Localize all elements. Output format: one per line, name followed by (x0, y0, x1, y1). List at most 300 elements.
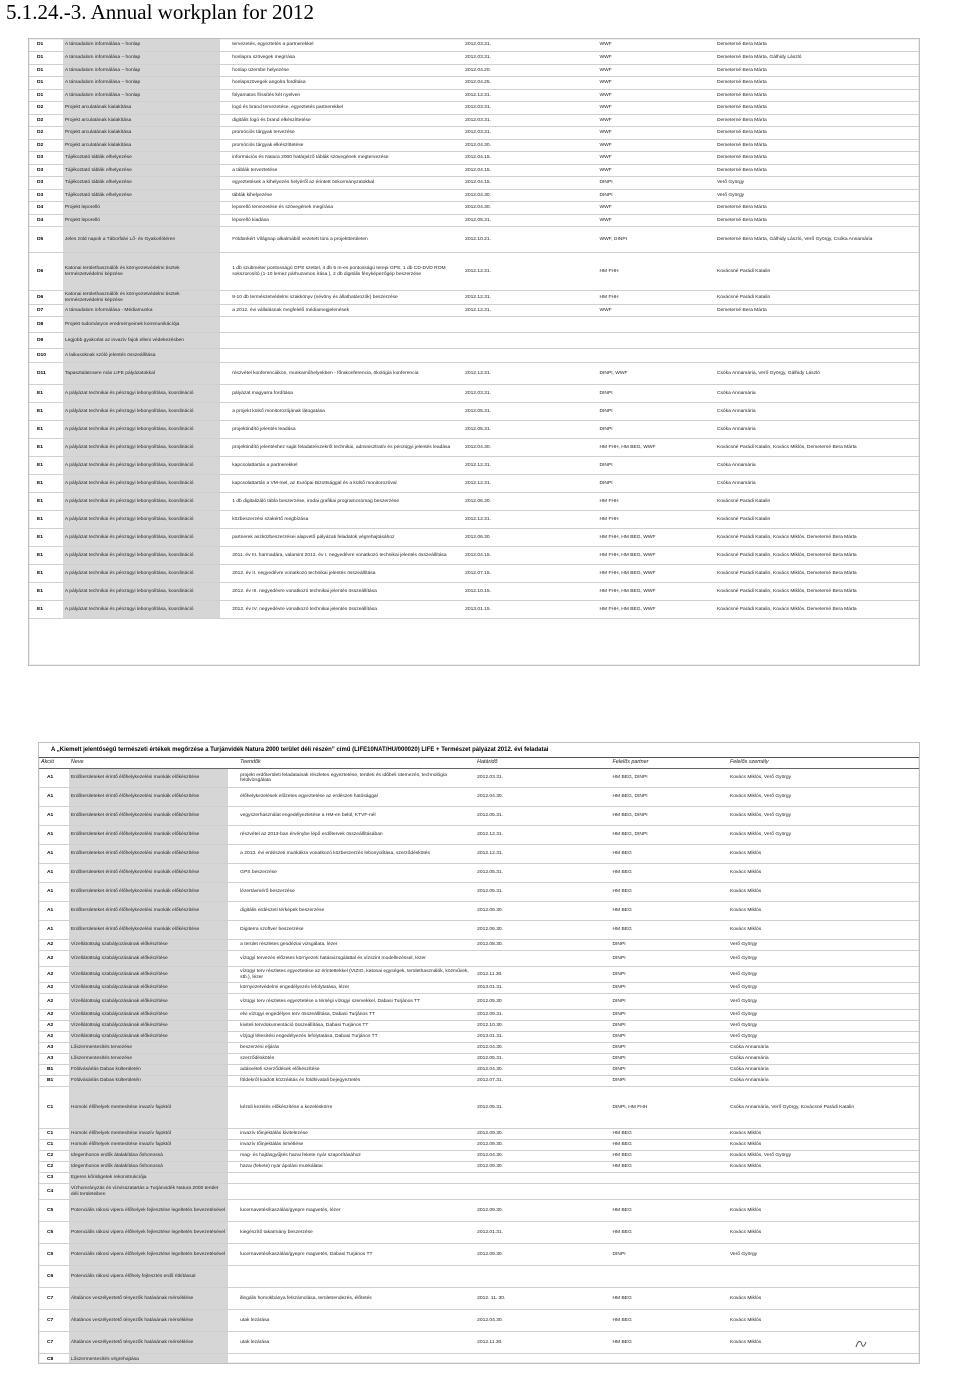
cell-task: illegális homokbánya felszámolása, területrendezés, élőtetés (238, 1288, 475, 1310)
cell-deadline: 2012.11.30. (475, 1332, 610, 1354)
cell-task: lucernavetés/kaszálás/gyepre magvetés, Dabasi Turjános TT (238, 1244, 475, 1266)
cell-person: Demeterné Bera Márta (715, 139, 919, 152)
cell-gap (220, 214, 230, 227)
cell-gap (220, 89, 230, 102)
cell-partner: DINPI (598, 189, 715, 202)
cell-code: D11 (29, 363, 63, 385)
cell-code: C1 (39, 1140, 69, 1151)
cell-gap (220, 164, 230, 177)
table-row (39, 967, 919, 983)
cell-partner (611, 1266, 728, 1288)
cell-partner: DINPI (611, 1065, 728, 1076)
table-row (39, 769, 919, 788)
cell-person: Csóka Annamária (728, 1076, 919, 1087)
table-row (29, 89, 919, 102)
cell-gap (228, 1021, 238, 1032)
cell-deadline: 2012.12.31. (463, 89, 597, 102)
cell-partner: HM BEG (611, 864, 728, 883)
cell-person: Demeterné Bera Márta (715, 39, 919, 52)
cell-code: A1 (39, 902, 69, 921)
cell-code: D4 (29, 214, 63, 227)
cell-gap (220, 152, 230, 165)
cell-action: A pályázat technikai és pénzügyi lebonyolítása, koordináció (63, 421, 220, 439)
table-row (29, 114, 919, 127)
cell-action: Potenciális rákosi vipera élőhelyek fejlesztése legeltetés bevezetésével (69, 1200, 228, 1222)
cell-task: a projekt külső monitorozójának látogatása (230, 403, 463, 421)
cell-task: Földünkért Világnap alkalmából vezetett túra a projektterületen (230, 227, 463, 253)
cell-deadline: 2012.04.30. (463, 202, 597, 215)
cell-person: Verő György (728, 1010, 919, 1021)
cell-code: C1 (39, 1129, 69, 1140)
cell-person: Demeterné Bera Márta (715, 202, 919, 215)
cell-action: Vízhomrányzás és vízvisszatartás a Turjánvidék Natura 2000 terület déli területeiben (69, 1184, 228, 1200)
table-row (39, 1151, 919, 1162)
cell-person: Demeterné Bera Márta (715, 127, 919, 140)
cell-task: kézüli kezelés előkészítése a kezeléskörre (238, 1087, 475, 1129)
cell-partner: HM FHH, HM BEG, WWF (598, 547, 715, 565)
cell-action: Potenciális rákosi vipera élőhelyek fejlesztése legeltetés bevezetésével (69, 1244, 228, 1266)
cell-person: Verő György (728, 994, 919, 1010)
cell-code: A2 (39, 1032, 69, 1043)
table-row (29, 189, 919, 202)
cell-deadline: 2012.10.21. (463, 227, 597, 253)
cell-gap (228, 1162, 238, 1173)
cell-person: Demeterné Bera Márta (715, 114, 919, 127)
cell-gap (220, 139, 230, 152)
cell-partner: WWF (598, 164, 715, 177)
cell-code: C5 (39, 1200, 69, 1222)
cell-action: Vízellátottság szabályozásának előkészítése (69, 1032, 228, 1043)
cell-person: Verő György (715, 177, 919, 190)
cell-action: Projekt tudományos eredményeinek kommunikációja (63, 317, 220, 333)
cell-action: Projekt arculatának kialakítása (63, 102, 220, 115)
cell-action: A pályázat technikai és pénzügyi lebonyolítása, koordináció (63, 565, 220, 583)
cell-deadline: 2012.05.31. (475, 1054, 610, 1065)
cell-code: D6 (29, 253, 63, 291)
table-row (29, 363, 919, 385)
table-row (39, 845, 919, 864)
cell-deadline: 2012.04.30. (475, 1065, 610, 1076)
table-row (29, 139, 919, 152)
cell-task: leporelló tervezetése és szövegének megírása (230, 202, 463, 215)
cell-deadline: 2012.03.31. (463, 102, 597, 115)
cell-partner: HM BEG (611, 845, 728, 864)
cell-gap (220, 601, 230, 619)
table-row (39, 1021, 919, 1032)
cell-action: Földvásárlás Dabas külterületén (69, 1065, 228, 1076)
table-row (39, 1087, 919, 1129)
cell-action: A pályázat technikai és pénzügyi lebonyolítása, koordináció (63, 493, 220, 511)
cell-deadline: 2012.12.31. (463, 305, 597, 317)
cell-partner: WWF (598, 139, 715, 152)
table-row (39, 1200, 919, 1222)
cell-partner (611, 1354, 728, 1365)
cell-person (715, 333, 919, 349)
cell-code: E1 (29, 385, 63, 403)
cell-action: A pályázat technikai és pénzügyi lebonyolítása, koordináció (63, 583, 220, 601)
cell-partner (598, 317, 715, 333)
cell-deadline: 2012.12.31. (463, 475, 597, 493)
cell-action: Erdőterületeket érintő élőhelykezelési munkák előkészítése (69, 883, 228, 902)
cell-deadline: 2012.12.31. (463, 457, 597, 475)
cell-partner: HM BEG (611, 883, 728, 902)
cell-code: D1 (29, 64, 63, 77)
cell-partner: DINPI (611, 983, 728, 994)
cell-partner: DINPI (611, 967, 728, 983)
table-row (29, 439, 919, 457)
table-row (39, 883, 919, 902)
cell-action: Egeres kőrisligetek rekonstrukciója (69, 1173, 228, 1184)
cell-action: Projekt arculatának kialakítása (63, 127, 220, 140)
cell-person: Verő György (728, 951, 919, 967)
table-row (29, 493, 919, 511)
cell-person: Demeterné Bera Márta (715, 152, 919, 165)
cell-action: A pályázat technikai és pénzügyi lebonyolítása, koordináció (63, 403, 220, 421)
cell-deadline: 2012.09.30. (475, 1129, 610, 1140)
table-row (39, 1054, 919, 1065)
cell-code: E1 (29, 601, 63, 619)
cell-partner: WWF (598, 39, 715, 52)
cell-deadline: 2012.12.31. (463, 291, 597, 305)
cell-task: GPS beszerzése (238, 864, 475, 883)
col-head-code: Akció (39, 758, 69, 769)
cell-code: C7 (39, 1332, 69, 1354)
table-row (39, 1244, 919, 1266)
table-row (39, 1332, 919, 1354)
table-row (39, 951, 919, 967)
cell-deadline: 2012.09.30. (475, 1140, 610, 1151)
cell-deadline: 2012.04.15. (463, 152, 597, 165)
cell-person: Csóka Annamária (715, 385, 919, 403)
cell-deadline: 2012.07.15. (463, 565, 597, 583)
cell-task: utak lezárása (238, 1332, 475, 1354)
cell-gap (220, 349, 230, 363)
cell-task: digitális logó és brand elkészíttetése (230, 114, 463, 127)
cell-task: vízjogi létesítési engedélyezés lefolytatása, Dabasi Turjános TT (238, 1032, 475, 1043)
cell-code: D1 (29, 39, 63, 52)
cell-action: Tapasztalatcsere más LIFE pályázatokkal (63, 363, 220, 385)
table-row (29, 64, 919, 77)
cell-code: A1 (39, 864, 69, 883)
cell-person: Demeterné Bera Márta (715, 214, 919, 227)
table-row (29, 457, 919, 475)
cell-action: Potenciális rákosi vipera élőhelyek fejlesztése legeltetés bevezetésével (69, 1222, 228, 1244)
table-row (39, 940, 919, 951)
cell-person: Csóka Annamária (715, 457, 919, 475)
table-row (29, 601, 919, 619)
cell-gap (220, 493, 230, 511)
table-row (29, 333, 919, 349)
cell-partner: DINPI, HM FHH (611, 1087, 728, 1129)
cell-gap (220, 77, 230, 90)
cell-partner: WWF (598, 202, 715, 215)
cell-deadline: 2012.12.31. (463, 511, 597, 529)
cell-code: C6 (39, 1266, 69, 1288)
cell-deadline: 2012.09.30. (475, 1162, 610, 1173)
cell-code: C3 (39, 1173, 69, 1184)
cell-person: Verő György (715, 189, 919, 202)
cell-task: 2011. év III. harmadára, valamint 2012. év I. negyedévre vonatkozó technikai jelentés összeállítása (230, 547, 463, 565)
cell-action: Katonai területhasználók és környezetvédelmi tisztek természetvédelmi képzése (63, 291, 220, 305)
cell-action: Homoki élőhelyek mentesítése invazív fajoktól (69, 1129, 228, 1140)
cell-deadline: 2012.03.31. (463, 127, 597, 140)
cell-code: A3 (39, 1054, 69, 1065)
cell-partner: DINPI (611, 1076, 728, 1087)
table-row (29, 565, 919, 583)
cell-person: Kovács Miklós (728, 921, 919, 940)
cell-person: Kovács Miklós (728, 1332, 919, 1354)
cell-gap (220, 189, 230, 202)
cell-deadline: 2012.05.30 (475, 994, 610, 1010)
cell-task: kiviteli tervdokumentáció összeállítása, Dabasi Turjános TT (238, 1021, 475, 1032)
table-row (39, 1310, 919, 1332)
cell-code: B1 (39, 1065, 69, 1076)
cell-code: D2 (29, 102, 63, 115)
table-row (29, 227, 919, 253)
cell-person: Kovácsné Parádi Katalin, Kovács Miklós, Demeterné Bera Márta (715, 583, 919, 601)
workplan-table-2 (39, 758, 919, 1364)
table-row (29, 77, 919, 90)
cell-person: Demeterné Bera Márta (715, 102, 919, 115)
cell-task: honlapra szövegek megírása (230, 52, 463, 65)
workplan-table-1 (29, 39, 919, 619)
cell-deadline: 2012.12.31. (463, 363, 597, 385)
cell-gap (228, 1032, 238, 1043)
cell-deadline (475, 1184, 610, 1200)
cell-task: kapcsolattartás a VM-mel, az Európai Bizottsággal és a külső monitorozóval (230, 475, 463, 493)
cell-deadline: 2012.04.25. (463, 77, 597, 90)
cell-deadline: 2012.12.31. (475, 845, 610, 864)
cell-task: logó és brand tervezetése, egyeztetés partnerekkel (230, 102, 463, 115)
table-row (29, 253, 919, 291)
cell-action: Tájékoztató táblák elhelyezése (63, 189, 220, 202)
cell-partner: HM BEG (611, 1310, 728, 1332)
cell-gap (228, 1054, 238, 1065)
cell-code: C1 (39, 1087, 69, 1129)
cell-person: Kovácsné Parádi Katalin (715, 291, 919, 305)
cell-deadline: 2012.04.30. (475, 1043, 610, 1054)
cell-action: A pályázat technikai és pénzügyi lebonyolítása, koordináció (63, 511, 220, 529)
cell-gap (220, 52, 230, 65)
cell-action: Vízellátottság szabályozásának előkészítése (69, 1010, 228, 1021)
col-head-partner: Felelős partner (611, 758, 728, 769)
cell-partner: DINPI (611, 1021, 728, 1032)
cell-task: invazív tőinjektálás ismétlése (238, 1140, 475, 1151)
cell-deadline: 2012.04.30. (475, 1310, 610, 1332)
cell-partner (611, 1184, 728, 1200)
cell-task: részvétel az 2013-ban érvénybe lépő erdőtervek összeállításában (238, 826, 475, 845)
cell-action: A pályázat technikai és pénzügyi lebonyolítása, koordináció (63, 547, 220, 565)
cell-task (238, 1173, 475, 1184)
cell-gap (228, 1087, 238, 1129)
cell-partner: HM FHH, HM BEG, WWF (598, 565, 715, 583)
cell-deadline: 2013.01.15. (463, 601, 597, 619)
cell-code: E1 (29, 583, 63, 601)
cell-code: E1 (29, 529, 63, 547)
cell-gap (228, 1043, 238, 1054)
cell-gap (228, 807, 238, 826)
cell-partner: DINPI (611, 1010, 728, 1021)
cell-action: Vízellátottság szabályozásának előkészítése (69, 983, 228, 994)
cell-person: Kovács Miklós, Verő György (728, 807, 919, 826)
cell-code: B1 (39, 1076, 69, 1087)
cell-partner: WWF, DINPI (598, 227, 715, 253)
cell-code: D1 (29, 89, 63, 102)
cell-gap (220, 363, 230, 385)
cell-action: Erdőterületeket érintő élőhelykezelési munkák előkészítése (69, 826, 228, 845)
cell-code: D2 (29, 127, 63, 140)
cell-deadline (475, 1173, 610, 1184)
cell-code: D3 (29, 152, 63, 165)
cell-partner: HM BEG, DINPI (611, 807, 728, 826)
cell-deadline: 2012.12.31. (463, 253, 597, 291)
table-row (29, 127, 919, 140)
cell-task: a terület részletes geodéziai vizsgálata, lézer (238, 940, 475, 951)
cell-deadline: 2012.03.31. (463, 114, 597, 127)
cell-gap (220, 102, 230, 115)
cell-person: Verő György (728, 1244, 919, 1266)
cell-code: E1 (29, 457, 63, 475)
cell-partner: HM BEG, DINPI (611, 769, 728, 788)
cell-gap (220, 253, 230, 291)
cell-partner: HM FHH (598, 493, 715, 511)
cell-gap (220, 202, 230, 215)
cell-task (230, 317, 463, 333)
cell-action: Homoki élőhelyek mentesítése invazív fajoktól (69, 1087, 228, 1129)
cell-gap (228, 883, 238, 902)
cell-task: elvi vízügyi engedélyes terv összeállítása, Dabasi Turjános TT (238, 1010, 475, 1021)
cell-person: Csóka Annamária, Verő György, Gálhidy László (715, 363, 919, 385)
cell-task: beszerzési eljárás (238, 1043, 475, 1054)
cell-deadline: 2012.04.30. (463, 189, 597, 202)
cell-person: Kovács Miklós (728, 864, 919, 883)
cell-deadline: 2012.04.15. (463, 177, 597, 190)
cell-task: lézertávmérő beszerzése (238, 883, 475, 902)
cell-gap (220, 565, 230, 583)
cell-task: promóciós tárgyak elkészíttetése (230, 139, 463, 152)
cell-person: Csóka Annamária (728, 1054, 919, 1065)
cell-code: A1 (39, 788, 69, 807)
cell-action: A társadalom informálása - Médiamunka (63, 305, 220, 317)
cell-gap (228, 826, 238, 845)
cell-code: C7 (39, 1288, 69, 1310)
cell-person: Kovács Miklós, Verő György (728, 826, 919, 845)
cell-action: A laikusoknak szóló jelentés összeállítása (63, 349, 220, 363)
cell-gap (220, 457, 230, 475)
cell-person: Csóka Annamária (728, 1065, 919, 1076)
table-row (29, 349, 919, 363)
cell-deadline: 2012.05.31. (475, 807, 610, 826)
cell-action: Projekt arculatának kialakítása (63, 114, 220, 127)
col-head-action: Neve (69, 758, 228, 769)
cell-deadline: 2013.01.31. (475, 983, 610, 994)
cell-action: Vízellátottság szabályozásának előkészítése (69, 951, 228, 967)
table-row (39, 902, 919, 921)
cell-gap (220, 317, 230, 333)
cell-person: Demeterné Bera Márta (715, 305, 919, 317)
cell-partner: HM BEG (611, 1332, 728, 1354)
cell-gap (220, 385, 230, 403)
table-row (29, 421, 919, 439)
cell-action: Tájékoztató táblák elhelyezése (63, 152, 220, 165)
cell-code: C8 (39, 1354, 69, 1365)
cell-code: D3 (29, 189, 63, 202)
cell-code: D10 (29, 349, 63, 363)
table-row (39, 983, 919, 994)
cell-task: promóciós tárgyak tervezése (230, 127, 463, 140)
table-row (39, 1140, 919, 1151)
cell-action: Lőszermentesítés tervezése (69, 1043, 228, 1054)
cell-partner: HM FHH (598, 253, 715, 291)
cell-gap (228, 1010, 238, 1021)
cell-partner: HM BEG (611, 1288, 728, 1310)
cell-partner: HM FHH, HM BEG, WWF (598, 583, 715, 601)
cell-gap (228, 994, 238, 1010)
cell-task: táblák kihelyezése (230, 189, 463, 202)
cell-person: Kovácsné Parádi Katalin, Kovács Miklós, Demeterné Bera Márta (715, 529, 919, 547)
cell-gap (228, 967, 238, 983)
cell-code: C2 (39, 1162, 69, 1173)
cell-gap (228, 788, 238, 807)
cell-task: 2012. év II. negyedévre vonatkozó technikai jelentés összeállítása (230, 565, 463, 583)
cell-partner: WWF (598, 214, 715, 227)
cell-person: Kovács Miklós (728, 1288, 919, 1310)
cell-code: E1 (29, 403, 63, 421)
cell-task: a 2013. évi erdészeti munkákra vonatkozó közbeszerzés lebonyolítása, szerződéskötés (238, 845, 475, 864)
cell-gap (228, 1129, 238, 1140)
cell-action: A társadalom informálása – honlap (63, 89, 220, 102)
cell-action: A pályázat technikai és pénzügyi lebonyolítása, koordináció (63, 385, 220, 403)
cell-deadline: 2012.03.31. (463, 39, 597, 52)
cell-task: folyamatos frissítés két nyelven (230, 89, 463, 102)
cell-code: C7 (39, 1310, 69, 1332)
cell-person (715, 349, 919, 363)
cell-gap (228, 940, 238, 951)
cell-person: Kovács Miklós (728, 1310, 919, 1332)
cell-task: utak lezárása (238, 1310, 475, 1332)
cell-partner: HM BEG (611, 902, 728, 921)
cell-gap (228, 1332, 238, 1354)
cell-gap (228, 921, 238, 940)
table-row (39, 1129, 919, 1140)
cell-person: Demeterné Bera Márta (715, 77, 919, 90)
cell-deadline: 2012.03.31. (463, 385, 597, 403)
cell-person (728, 1354, 919, 1365)
cell-person: Kovács Miklós, Verő György (728, 769, 919, 788)
table-row (29, 305, 919, 317)
cell-action: Vízellátottság szabályozásának előkészítése (69, 967, 228, 983)
cell-deadline: 2012.07.31. (475, 1076, 610, 1087)
cell-person: Kovács Miklós (728, 1140, 919, 1151)
cell-code: A1 (39, 883, 69, 902)
cell-task: egyeztetések a kihelyezés helyéről az érintett önkormányzatokkal (230, 177, 463, 190)
cell-deadline: 2013.01.31. (475, 1032, 610, 1043)
cell-person: Csóka Annamária (715, 421, 919, 439)
cell-code: C5 (39, 1244, 69, 1266)
cell-deadline: 2012.05.31. (475, 864, 610, 883)
cell-action: Lőszermentesítés végrehajtása (69, 1354, 228, 1365)
cell-partner: WWF (598, 114, 715, 127)
cell-person: Demeterné Bera Márta (715, 164, 919, 177)
cell-gap (228, 1151, 238, 1162)
cell-gap (228, 1065, 238, 1076)
cell-action: Jeles zöld napok a Táborfalvi Lő- és Gyakorlótéren (63, 227, 220, 253)
cell-task: 2012. év III. negyedévre vonatkozó technikai jelentés összeállítása (230, 583, 463, 601)
cell-action: Projekt arculatának kialakítása (63, 139, 220, 152)
cell-person: Kovácsné Parádi Katalin (715, 493, 919, 511)
cell-person: Kovács Miklós (728, 1129, 919, 1140)
cell-action: A pályázat technikai és pénzügyi lebonyolítása, koordináció (63, 439, 220, 457)
